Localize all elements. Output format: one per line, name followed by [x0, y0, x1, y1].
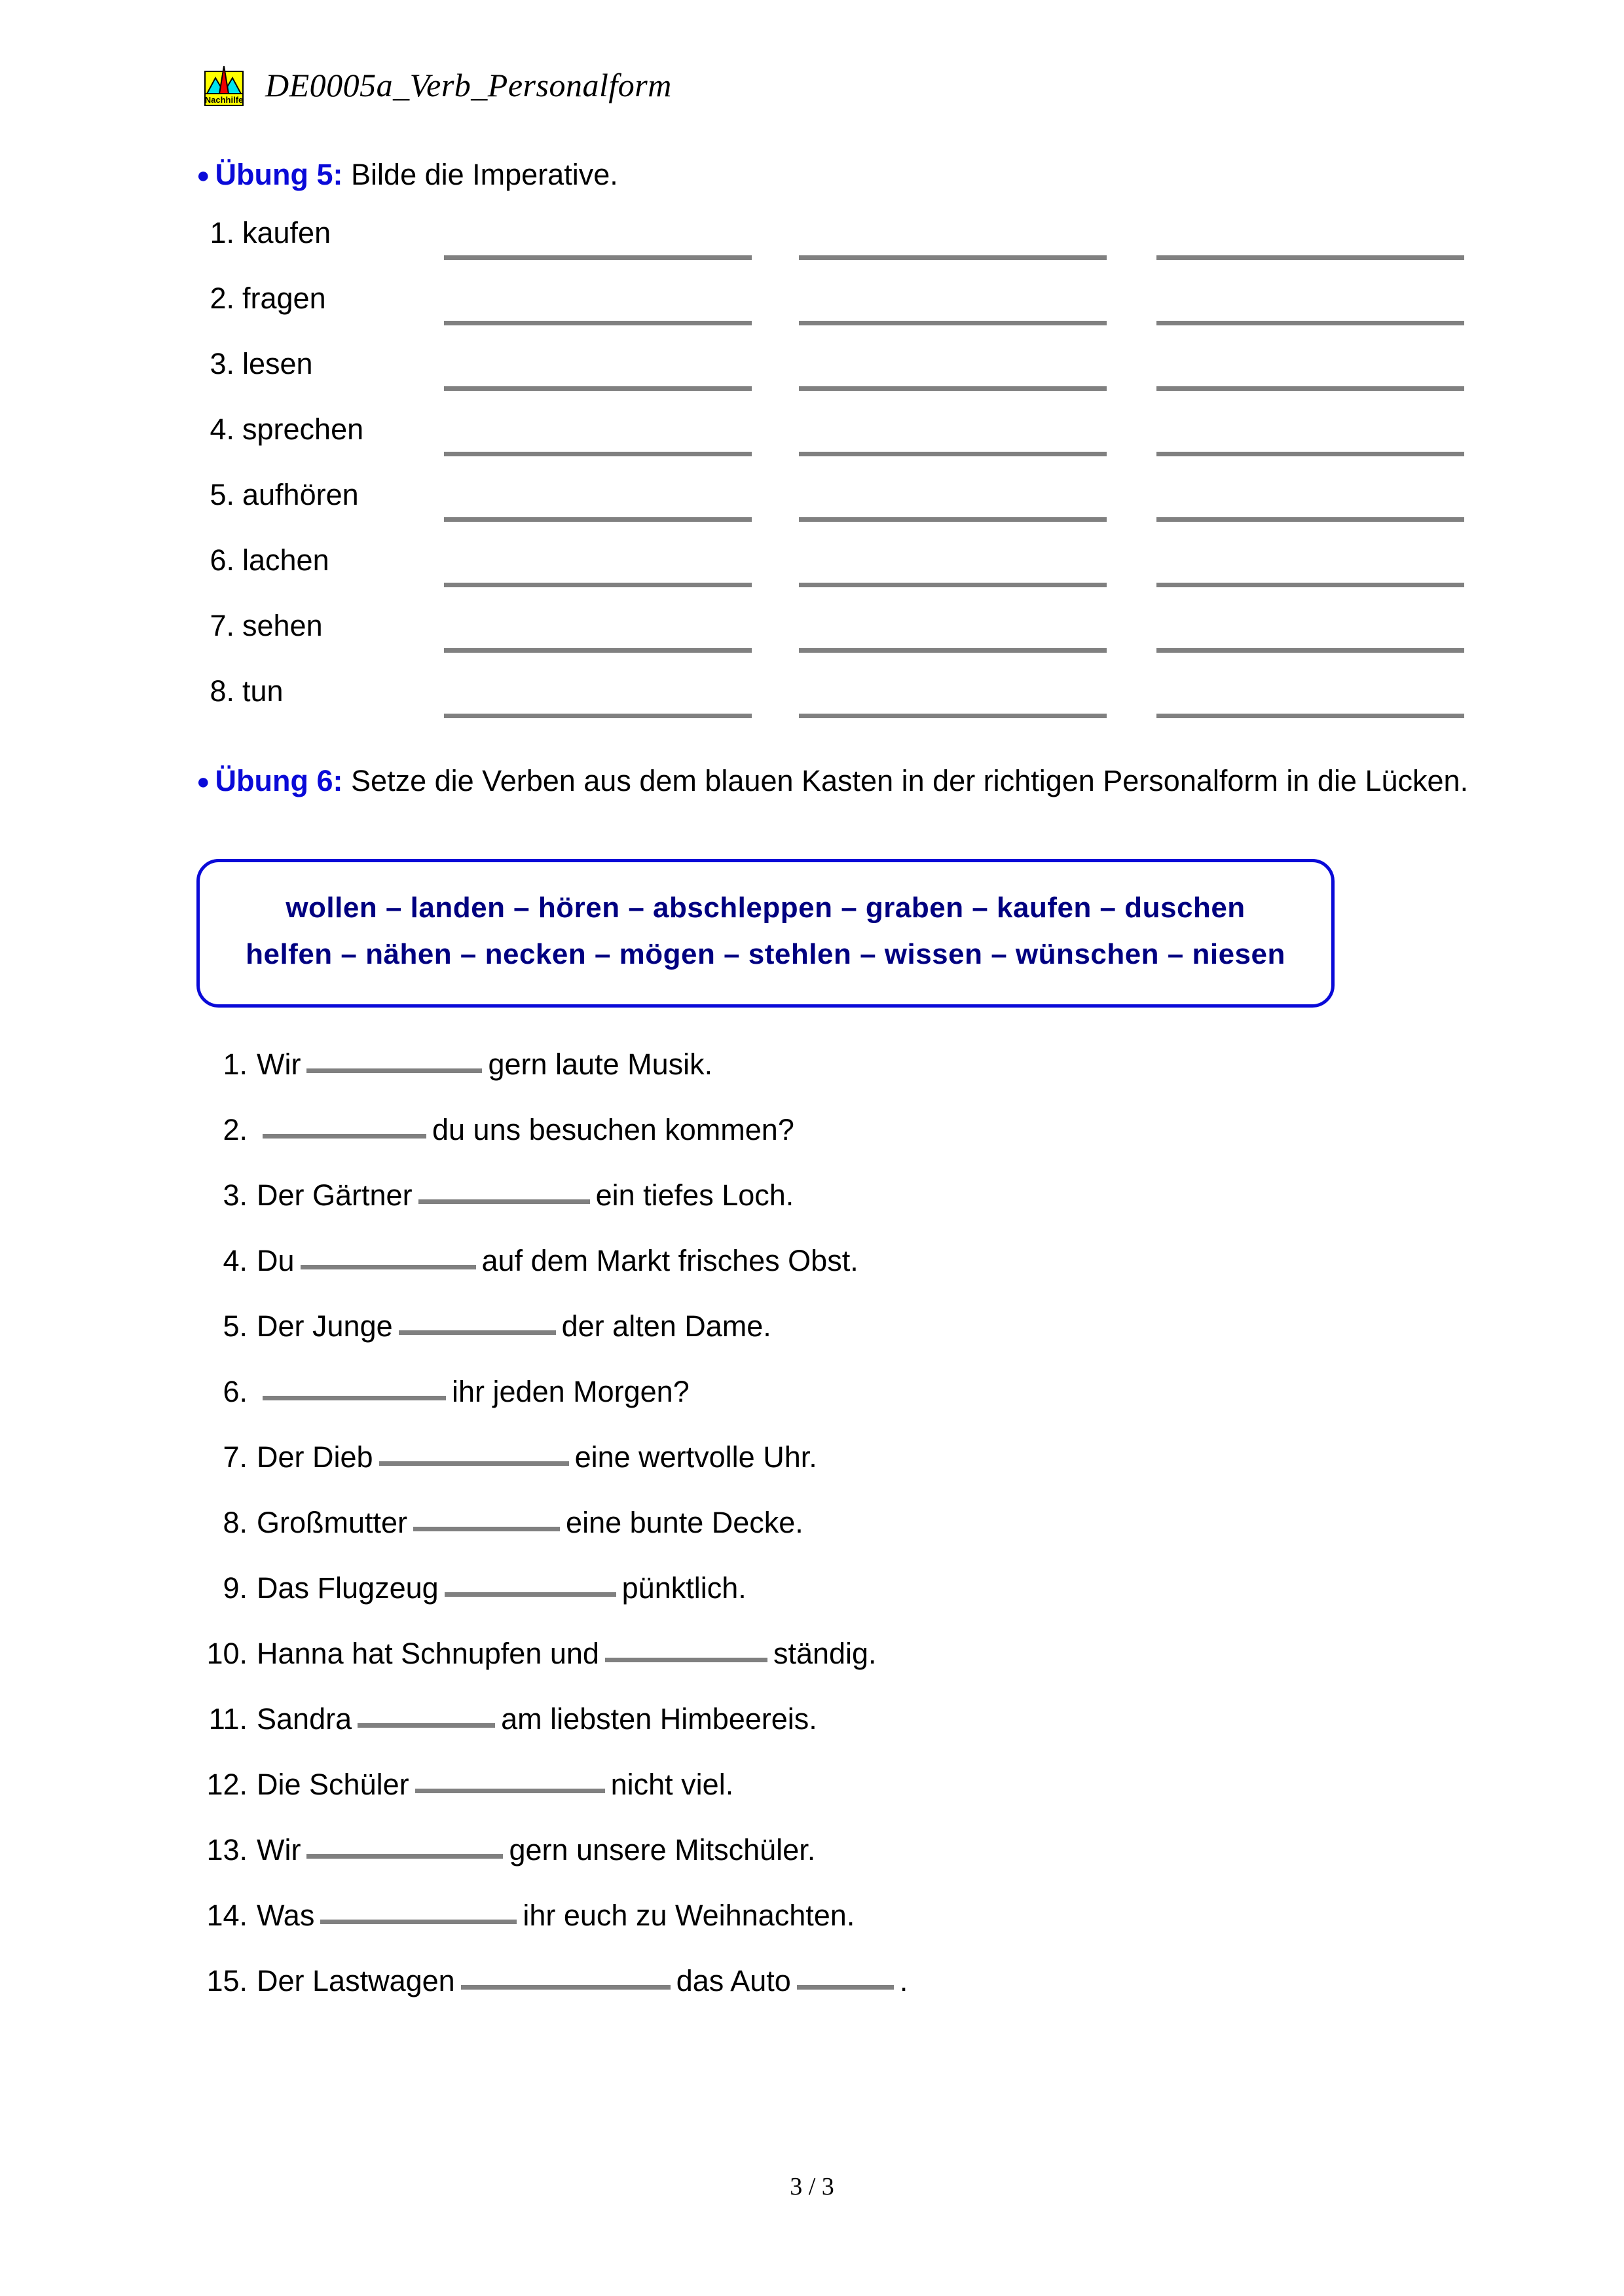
- answer-blank[interactable]: [445, 1570, 616, 1597]
- answer-blank-3[interactable]: [1156, 648, 1464, 653]
- sentence-before-text: Der Gärtner: [257, 1178, 413, 1212]
- imperative-row: [196, 674, 1480, 740]
- fill-in-sentence-row: [196, 1243, 1506, 1308]
- page-footer: [0, 2172, 1624, 2201]
- fill-in-sentence-row: [196, 1046, 1506, 1112]
- sentence-before-text: Sandra: [257, 1702, 352, 1736]
- sentence-before-text: Der Junge: [257, 1309, 393, 1343]
- exercise5-label: Übung 5:: [215, 158, 343, 191]
- imperative-row: [196, 347, 1480, 412]
- item-number: 12.: [206, 1768, 248, 1801]
- answer-blank-2[interactable]: [799, 517, 1107, 522]
- sentence-before-text: Das Flugzeug: [257, 1571, 439, 1605]
- answer-blank-3[interactable]: [1156, 386, 1464, 391]
- sentence-before-text: Wir: [257, 1833, 301, 1867]
- answer-blank[interactable]: [379, 1439, 569, 1466]
- sentence-after-text: am liebsten Himbeereis.: [501, 1702, 817, 1736]
- bullet-icon: ●: [196, 769, 210, 794]
- sentence-after-text: eine wertvolle Uhr.: [574, 1440, 817, 1474]
- sentence-after-text: ihr jeden Morgen?: [452, 1375, 690, 1408]
- sentence-before-text: Der Lastwagen: [257, 1964, 455, 1997]
- verb-text: lachen: [242, 543, 329, 577]
- answer-blank-1[interactable]: [444, 321, 752, 325]
- page-number: 3 / 3: [790, 2173, 834, 2200]
- item-number: 8.: [210, 674, 234, 708]
- imperative-row: [196, 609, 1480, 674]
- verb-text: sehen: [242, 609, 323, 642]
- sentence-before-text: Die Schüler: [257, 1768, 409, 1801]
- item-number: 6.: [210, 543, 234, 577]
- answer-blank[interactable]: [605, 1635, 767, 1662]
- fill-in-sentence-row: [196, 1963, 1506, 2028]
- answer-blank[interactable]: [358, 1701, 495, 1728]
- imperative-verb-label: [196, 609, 323, 643]
- answer-blank[interactable]: [306, 1046, 482, 1073]
- sentence-before-text: Der Dieb: [257, 1440, 373, 1474]
- imperative-verb-label: [196, 347, 313, 381]
- imperative-row: [196, 412, 1480, 478]
- answer-blank-2[interactable]: [799, 583, 1107, 587]
- exercise6-heading: [196, 761, 1486, 800]
- sentence-after-text: der alten Dame.: [561, 1309, 771, 1343]
- verb-text: fragen: [242, 282, 326, 315]
- sentence-before-text: Hanna hat Schnupfen und: [257, 1637, 599, 1670]
- answer-blank-1[interactable]: [444, 452, 752, 456]
- answer-blank[interactable]: [413, 1504, 560, 1531]
- verb-text: tun: [242, 674, 284, 708]
- verb-text: kaufen: [242, 216, 331, 249]
- answer-blank-3[interactable]: [1156, 714, 1464, 718]
- answer-blank-2[interactable]: [799, 321, 1107, 325]
- item-number: 1.: [223, 1048, 248, 1081]
- sentence-after-text: gern unsere Mitschüler.: [509, 1833, 816, 1867]
- item-number: 5.: [210, 478, 234, 511]
- answer-blank-3[interactable]: [1156, 452, 1464, 456]
- item-number: 4.: [223, 1244, 248, 1277]
- item-number: 8.: [223, 1506, 248, 1539]
- fill-in-sentence-row: [196, 1177, 1506, 1243]
- answer-blank[interactable]: [263, 1374, 446, 1400]
- imperative-verb-label: [196, 543, 329, 577]
- imperative-row: [196, 216, 1480, 282]
- bullet-icon: ●: [196, 163, 210, 188]
- answer-blank-2[interactable]: [799, 386, 1107, 391]
- answer-blank-1[interactable]: [444, 583, 752, 587]
- exercise6-instruction: Setze die Verben aus dem blauen Kasten in der richtigen Personalform in die Lücken.: [351, 764, 1469, 797]
- fill-in-sentence-row: [196, 1897, 1506, 1963]
- fill-in-sentence-row: [196, 1308, 1506, 1374]
- sentence-tail-text: .: [899, 1964, 908, 1997]
- answer-blank[interactable]: [415, 1766, 605, 1793]
- fill-in-sentence-row: [196, 1766, 1506, 1832]
- word-box-line-2: helfen – nähen – necken – mögen – stehlen – wissen – wünschen – niesen: [246, 938, 1285, 971]
- answer-blank-1[interactable]: [444, 517, 752, 522]
- fill-in-sentence-row: [196, 1701, 1506, 1766]
- imperative-row: [196, 478, 1480, 543]
- sentence-before-text: Was: [257, 1899, 315, 1932]
- fill-in-sentence-row: [196, 1832, 1506, 1897]
- answer-blank-1[interactable]: [444, 255, 752, 260]
- exercise5-heading: [196, 155, 618, 194]
- fill-in-sentence-row: [196, 1504, 1506, 1570]
- sentence-after-text: eine bunte Decke.: [566, 1506, 803, 1539]
- answer-blank-2[interactable]: [799, 714, 1107, 718]
- item-number: 3.: [223, 1178, 248, 1212]
- sentence-after-text: ihr euch zu Weihnachten.: [523, 1899, 855, 1932]
- sentence-after-text: ein tiefes Loch.: [595, 1178, 794, 1212]
- imperative-verb-label: [196, 478, 359, 512]
- answer-blank[interactable]: [301, 1243, 476, 1269]
- imperative-verb-label: [196, 674, 284, 708]
- svg-text:Nachhilfe: Nachhilfe: [204, 95, 244, 105]
- sentence-after-text: nicht viel.: [610, 1768, 734, 1801]
- item-number: 7.: [210, 609, 234, 642]
- answer-blank-3[interactable]: [1156, 255, 1464, 260]
- verb-text: lesen: [242, 347, 313, 380]
- item-number: 15.: [206, 1964, 248, 1997]
- item-number: 3.: [210, 347, 234, 380]
- fill-in-sentence-row: [196, 1439, 1506, 1504]
- item-number: 13.: [206, 1833, 248, 1867]
- sentence-after-text: gern laute Musik.: [488, 1048, 713, 1081]
- document-title: DE0005a_Verb_Personalform: [265, 67, 672, 103]
- page-header: [200, 62, 672, 108]
- answer-blank-3[interactable]: [1156, 321, 1464, 325]
- verb-text: aufhören: [242, 478, 359, 511]
- sentence-after-text: du uns besuchen kommen?: [432, 1113, 794, 1146]
- sentence-after-text: ständig.: [773, 1637, 877, 1670]
- imperative-row: [196, 282, 1480, 347]
- imperative-verb-label: [196, 412, 363, 446]
- fill-in-sentence-row: [196, 1570, 1506, 1635]
- answer-blank-1[interactable]: [444, 648, 752, 653]
- answer-blank-2[interactable]: [797, 1963, 894, 1990]
- item-number: 10.: [206, 1637, 248, 1670]
- sentence-after-text: pünktlich.: [621, 1571, 747, 1605]
- exercise6-label: Übung 6:: [215, 764, 343, 797]
- item-number: 2.: [223, 1113, 248, 1146]
- answer-blank[interactable]: [418, 1177, 590, 1204]
- fill-in-sentence-row: [196, 1635, 1506, 1701]
- answer-blank-3[interactable]: [1156, 583, 1464, 587]
- answer-blank[interactable]: [320, 1897, 517, 1924]
- verb-text: sprechen: [242, 412, 364, 446]
- imperative-verb-label: [196, 216, 331, 250]
- answer-blank-1[interactable]: [444, 714, 752, 718]
- item-number: 7.: [223, 1440, 248, 1474]
- sentence-after-text: auf dem Markt frisches Obst.: [481, 1244, 858, 1277]
- fill-in-sentence-row: [196, 1112, 1506, 1177]
- nachhilfe-logo-icon: [200, 62, 248, 108]
- fill-in-sentence-list: [196, 1046, 1506, 2028]
- imperative-table: [196, 216, 1480, 740]
- fill-in-sentence-row: [196, 1374, 1506, 1439]
- item-number: 1.: [210, 216, 234, 249]
- sentence-before-text: Großmutter: [257, 1506, 408, 1539]
- item-number: 6.: [223, 1375, 248, 1408]
- item-number: 5.: [223, 1309, 248, 1343]
- item-number: 9.: [223, 1571, 248, 1605]
- exercise5-instruction: Bilde die Imperative.: [351, 158, 618, 191]
- answer-blank-2[interactable]: [799, 255, 1107, 260]
- sentence-before-text: Wir: [257, 1048, 301, 1081]
- answer-blank[interactable]: [306, 1832, 503, 1859]
- imperative-verb-label: [196, 282, 326, 316]
- verb-word-box: [196, 859, 1335, 1008]
- answer-blank-2[interactable]: [799, 452, 1107, 456]
- item-number: 2.: [210, 282, 234, 315]
- sentence-before-text: Du: [257, 1244, 295, 1277]
- item-number: 14.: [206, 1899, 248, 1932]
- word-box-line-1: wollen – landen – hören – abschleppen – graben – kaufen – duschen: [286, 892, 1246, 924]
- item-number: 11.: [208, 1702, 248, 1736]
- answer-blank-3[interactable]: [1156, 517, 1464, 522]
- sentence-after-text: das Auto: [676, 1964, 791, 1997]
- answer-blank[interactable]: [461, 1963, 671, 1990]
- item-number: 4.: [210, 412, 234, 446]
- answer-blank-1[interactable]: [444, 386, 752, 391]
- answer-blank[interactable]: [399, 1308, 556, 1335]
- answer-blank[interactable]: [263, 1112, 426, 1139]
- answer-blank-2[interactable]: [799, 648, 1107, 653]
- imperative-row: [196, 543, 1480, 609]
